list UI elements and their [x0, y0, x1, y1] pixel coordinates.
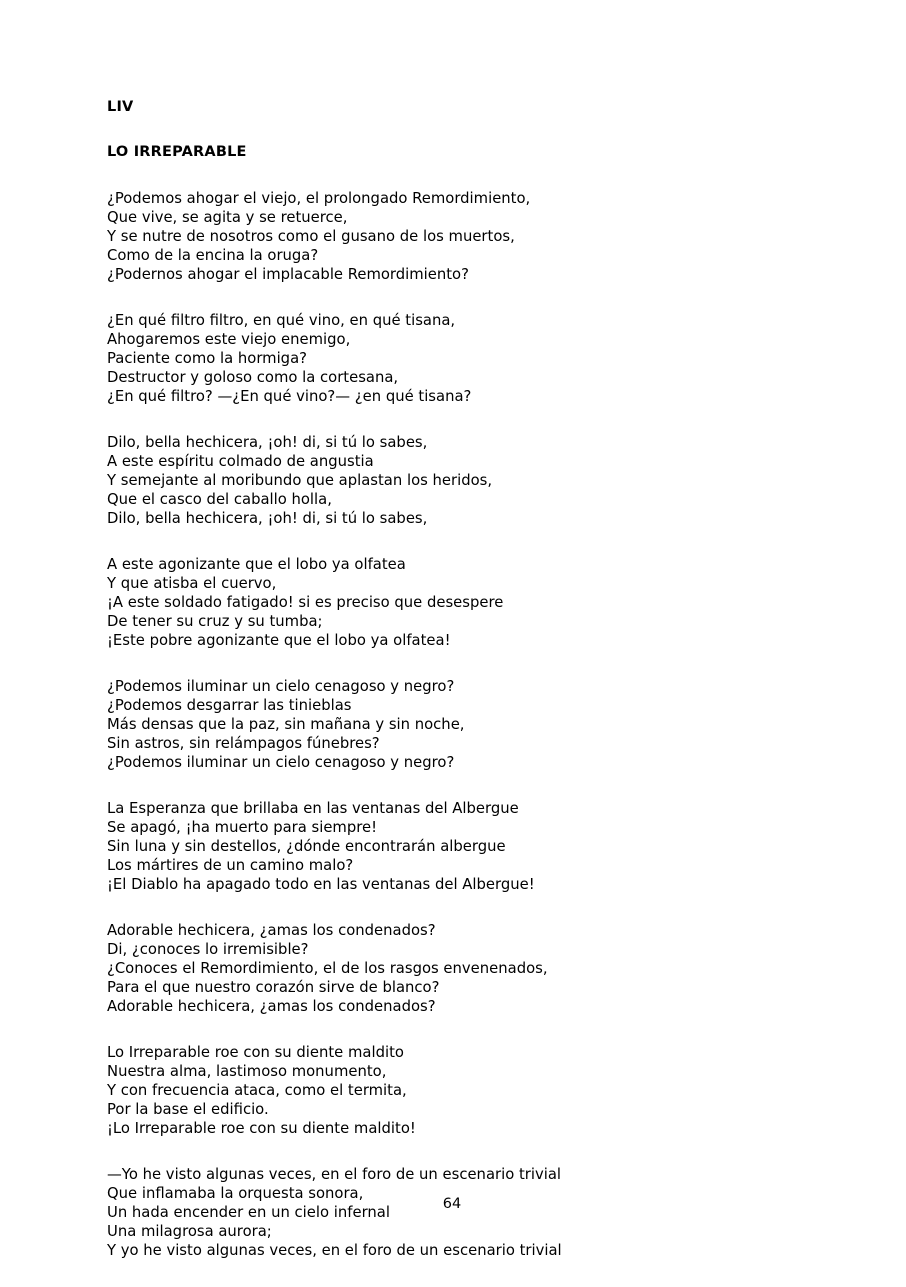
stanza [107, 1165, 807, 1260]
poem-line: ¡El Diablo ha apagado todo en las ventanas del Albergue! [107, 876, 535, 893]
poem-line: Y con frecuencia ataca, como el termita, [107, 1082, 407, 1099]
poem-line: Los mártires de un camino malo? [107, 857, 354, 874]
poem-line: Dilo, bella hechicera, ¡oh! di, si tú lo sabes, [107, 434, 428, 451]
stanza [107, 433, 807, 528]
poem-line: ¿Podemos desgarrar las tinieblas [107, 697, 352, 714]
poem-line: Y semejante al moribundo que aplastan los heridos, [107, 472, 493, 489]
poem-line: ¿En qué filtro filtro, en qué vino, en qué tisana, [107, 312, 456, 329]
poem-number: LIV [107, 99, 134, 115]
poem-line: Destructor y goloso como la cortesana, [107, 369, 399, 386]
poem-line: Que vive, se agita y se retuerce, [107, 209, 348, 226]
stanza [107, 189, 807, 284]
stanza [107, 921, 807, 1016]
stanza [107, 677, 807, 772]
poem-line: Nuestra alma, lastimoso monumento, [107, 1063, 387, 1080]
poem-line: Se apagó, ¡ha muerto para siempre! [107, 819, 378, 836]
poem-line: Sin astros, sin relámpagos fúnebres? [107, 735, 380, 752]
stanza [107, 555, 807, 650]
stanza [107, 799, 807, 894]
poem-line: ¡Este pobre agonizante que el lobo ya olfatea! [107, 632, 451, 649]
poem-line: Ahogaremos este viejo enemigo, [107, 331, 351, 348]
poem-line: Lo Irreparable roe con su diente maldito [107, 1044, 404, 1061]
poem-line: Más densas que la paz, sin mañana y sin noche, [107, 716, 465, 733]
poem-line: Para el que nuestro corazón sirve de blanco? [107, 979, 440, 996]
poem-line: ¿Podemos iluminar un cielo cenagoso y negro? [107, 678, 455, 695]
page-number-value: 64 [442, 1196, 462, 1212]
poem-line: ¿Podemos ahogar el viejo, el prolongado Remordimiento, [107, 190, 531, 207]
page-title: LO IRREPARABLE [107, 143, 247, 160]
poem-line: ¿Podernos ahogar el implacable Remordimiento? [107, 266, 469, 283]
poem-line: Adorable hechicera, ¿amas los condenados? [107, 998, 436, 1015]
poem-line: A este agonizante que el lobo ya olfatea [107, 556, 406, 573]
poem-line: Y yo he visto algunas veces, en el foro de un escenario trivial [107, 1242, 562, 1259]
poem-line: Di, ¿conoces lo irremisible? [107, 941, 309, 958]
poem-line: Una milagrosa aurora; [107, 1223, 272, 1240]
poem-line: Adorable hechicera, ¿amas los condenados? [107, 922, 436, 939]
poem-line: Sin luna y sin destellos, ¿dónde encontrarán albergue [107, 838, 506, 855]
poem-line: Dilo, bella hechicera, ¡oh! di, si tú lo sabes, [107, 510, 428, 527]
poem-line: La Esperanza que brillaba en las ventanas del Albergue [107, 800, 519, 817]
poem-line: Un hada encender en un cielo infernal [107, 1204, 390, 1221]
page-number [0, 1196, 906, 1212]
poem-line: Y que atisba el cuervo, [107, 575, 277, 592]
poem-line: ¡A este soldado fatigado! si es preciso que desespere [107, 594, 504, 611]
poem-line: —Yo he visto algunas veces, en el foro de un escenario trivial [107, 1166, 561, 1183]
poem-line: Que inflamaba la orquesta sonora, [107, 1185, 364, 1202]
poem-line: ¿Conoces el Remordimiento, el de los rasgos envenenados, [107, 960, 548, 977]
poem-line: De tener su cruz y su tumba; [107, 613, 323, 630]
poem-line: A este espíritu colmado de angustia [107, 453, 374, 470]
poem-line: ¿En qué filtro? —¿En qué vino?— ¿en qué tisana? [107, 388, 472, 405]
poem-line: Paciente como la hormiga? [107, 350, 307, 367]
poem-line: ¡Lo Irreparable roe con su diente maldito! [107, 1120, 416, 1137]
poem-body [107, 100, 807, 1287]
poem-line: Y se nutre de nosotros como el gusano de los muertos, [107, 228, 515, 245]
poem-line: ¿Podemos iluminar un cielo cenagoso y negro? [107, 754, 455, 771]
poem-line: Por la base el edificio. [107, 1101, 269, 1118]
stanza [107, 311, 807, 406]
stanza [107, 1043, 807, 1138]
poem-line: Como de la encina la oruga? [107, 247, 319, 264]
poem-line: Que el casco del caballo holla, [107, 491, 332, 508]
